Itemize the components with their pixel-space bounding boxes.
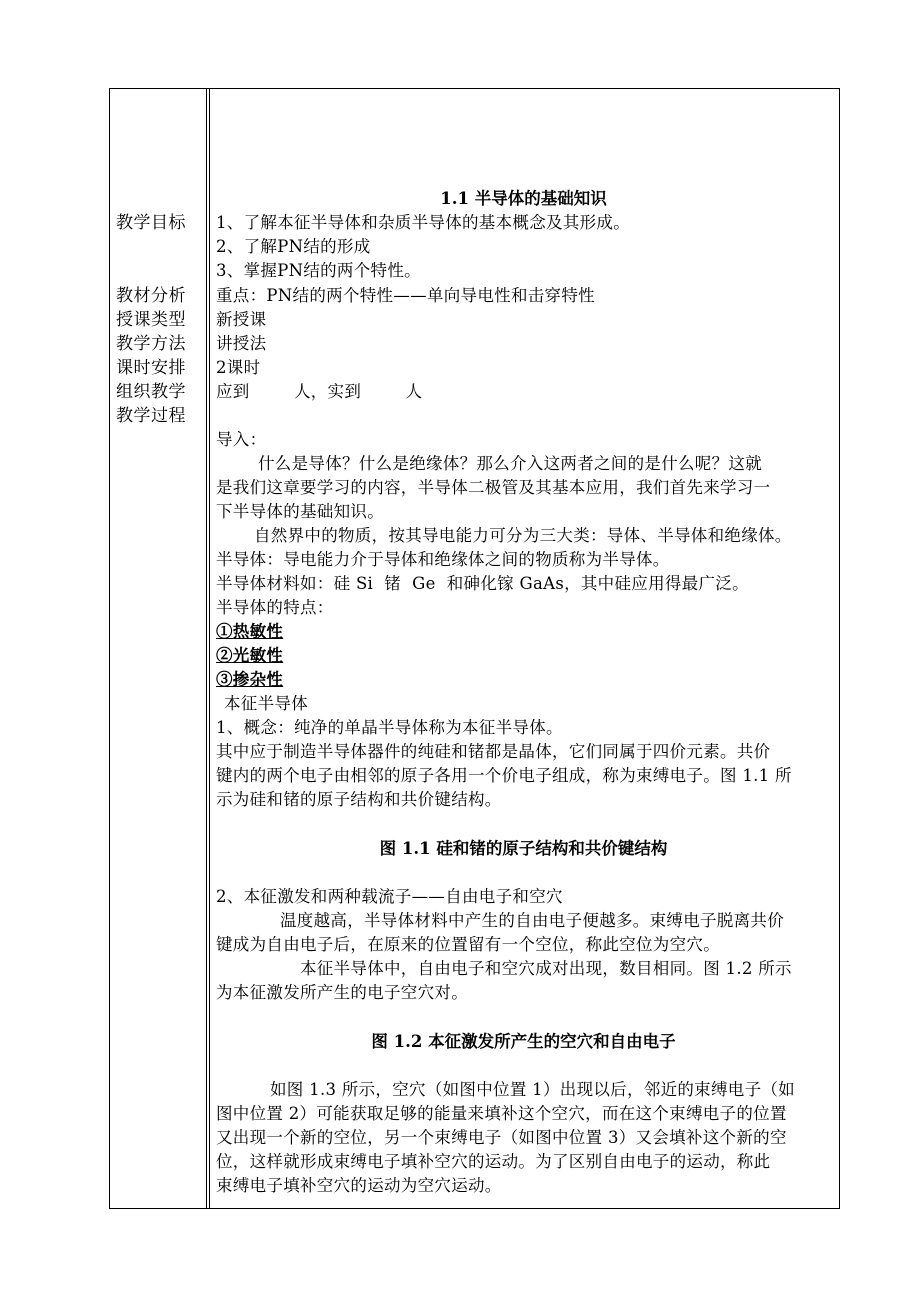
figure-2-caption: 图 1.2 本征激发所产生的空穴和自由电子 [371, 1032, 676, 1051]
label-lesson-type: 授课类型 [116, 310, 186, 330]
features-heading: 半导体的特点： [216, 598, 334, 617]
pair-line: 本征半导体中，自由电子和空穴成对出现，数目相同。图 1.2 所示 [300, 959, 792, 978]
objective-3: 3、掌握PN结的两个特性。 [216, 261, 421, 280]
nature-line: 自然界中的物质，按其导电能力可分为三大类：导体、半导体和绝缘体。 [254, 526, 792, 545]
objective-2: 2、了解PN结的形成 [216, 237, 371, 256]
feature-item: ③掺杂性 [216, 670, 284, 689]
temperature-line: 键成为自由电子后，在原来的位置留有一个空位，称此空位为空穴。 [216, 935, 720, 954]
concept-line: 1、概念：纯净的单晶半导体称为本征半导体。 [216, 718, 563, 737]
section-title: 1.1 半导体的基础知识 [440, 189, 607, 208]
materials-line: 半导体材料如：硅 Si 锗 Ge 和砷化镓 GaAs，其中硅应用得最广泛。 [216, 574, 749, 593]
intro-heading: 导入： [216, 430, 267, 449]
column-divider [206, 89, 210, 1208]
method-value: 讲授法 [216, 334, 267, 353]
attendance-value: 应到 人，实到 人 [216, 382, 423, 401]
hours-value: 2课时 [216, 358, 261, 377]
label-organize: 组织教学 [116, 382, 186, 402]
key-point: 重点：PN结的两个特性——单向导电性和击穿特性 [216, 286, 595, 305]
label-method: 教学方法 [116, 334, 186, 354]
motion-line: 位，这样就形成束缚电子填补空穴的运动。为了区别自由电子的运动，称此 [216, 1152, 771, 1171]
label-process: 教学过程 [116, 406, 186, 426]
intro-line: 下半导体的基础知识。 [216, 502, 384, 521]
objective-1: 1、了解本征半导体和杂质半导体的基本概念及其形成。 [216, 213, 630, 232]
crystal-line: 键内的两个电子由相邻的原子各用一个价电子组成，称为束缚电子。图 1.1 所 [216, 766, 792, 785]
motion-line: 图中位置 2）可能获取足够的能量来填补这个空穴，而在这个束缚电子的位置 [216, 1104, 787, 1123]
feature-item: ①热敏性 [216, 622, 284, 641]
definition-line: 半导体：导电能力介于导体和绝缘体之间的物质称为半导体。 [216, 550, 670, 569]
motion-line: 束缚电子填补空穴的运动为空穴运动。 [216, 1176, 502, 1195]
motion-line: 如图 1.3 所示，空穴（如图中位置 1）出现以后，邻近的束缚电子（如 [270, 1080, 795, 1099]
intro-line: 什么是导体？什么是绝缘体？那么介入这两者之间的是什么呢？这就 [258, 454, 762, 473]
excitation-heading: 2、本征激发和两种载流子——自由电子和空穴 [216, 887, 563, 906]
feature-item: ②光敏性 [216, 646, 284, 665]
temperature-line: 温度越高，半导体材料中产生的自由电子便越多。束缚电子脱离共价 [280, 911, 784, 930]
label-analysis: 教材分析 [116, 286, 186, 306]
pair-line: 为本征激发所产生的电子空穴对。 [216, 983, 468, 1002]
label-objectives: 教学目标 [116, 213, 186, 233]
motion-line: 又出现一个新的空位，另一个束缚电子（如图中位置 3）又会填补这个新的空 [216, 1128, 787, 1147]
crystal-line: 示为硅和锗的原子结构和共价键结构。 [216, 790, 502, 809]
label-hours: 课时安排 [116, 358, 186, 378]
figure-1-caption: 图 1.1 硅和锗的原子结构和共价键结构 [379, 839, 668, 858]
crystal-line: 其中应于制造半导体器件的纯硅和锗都是晶体，它们同属于四价元素。共价 [216, 742, 771, 761]
intrinsic-heading: 本征半导体 [224, 694, 308, 713]
intro-line: 是我们这章要学习的内容，半导体二极管及其基本应用，我们首先来学习一 [216, 478, 771, 497]
lesson-type-value: 新授课 [216, 310, 267, 329]
